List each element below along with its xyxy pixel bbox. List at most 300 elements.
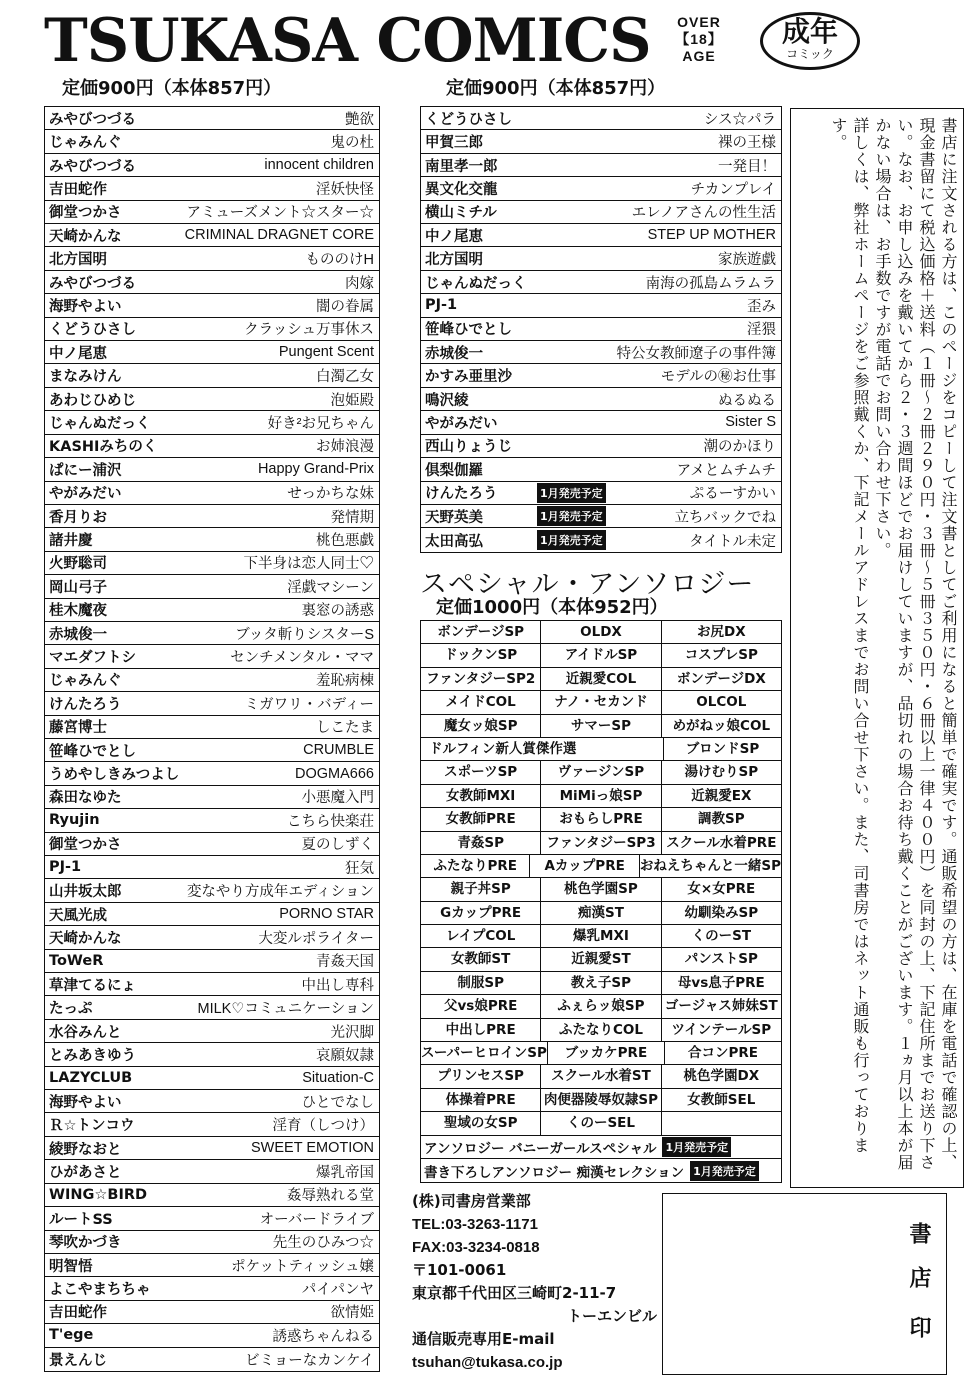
comic-label: コミック	[786, 47, 834, 61]
anthology-cell: ドルフィン新人賞傑作選	[421, 738, 664, 760]
book-title: 大変ルポライター	[258, 930, 374, 947]
book-author: 中ノ尾恵	[425, 228, 483, 245]
book-row	[421, 130, 781, 153]
anthology-cell: くのーST	[691, 928, 752, 945]
book-title: 好き²お兄ちゃん	[267, 415, 374, 432]
email-address[interactable]: tsuhan@tukasa.co.jp	[412, 1354, 563, 1371]
book-row	[421, 341, 781, 364]
book-row	[45, 1113, 379, 1136]
book-title: 狂気	[345, 860, 374, 877]
book-row	[421, 364, 781, 387]
anthology-cell: めがねッ娘COL	[672, 717, 771, 734]
anthology-extra-row	[421, 1159, 781, 1182]
book-author: 天風光成	[49, 907, 107, 924]
anthology-cell: ゴージャス姉妹ST	[664, 998, 778, 1015]
special-anthology-price: 定価1000円（本体952円）	[436, 597, 668, 618]
anthology-cell: ブロンドSP	[685, 740, 760, 757]
book-author: 西山りょうじ	[425, 439, 512, 456]
book-title: Happy Grand-Prix	[257, 461, 374, 478]
book-row	[421, 482, 781, 505]
magazine-title: TSUKASA COMICS	[44, 6, 651, 76]
anthology-row	[421, 785, 781, 808]
anthology-cell: 女教師MXI	[421, 785, 541, 807]
book-row	[421, 247, 781, 270]
anthology-row	[421, 761, 781, 784]
book-author: 吉田蛇作	[49, 1305, 107, 1322]
book-row	[45, 435, 379, 458]
book-author: 綾野なおと	[49, 1141, 122, 1158]
book-row	[45, 107, 379, 130]
book-title: 淫育（しつけ）	[272, 1118, 374, 1135]
age-label: AGE	[682, 48, 716, 64]
anthology-cell: 桃色学園SP	[541, 878, 661, 900]
book-title: チカンプレイ	[690, 181, 776, 198]
book-title: ミガワリ・バディー	[244, 696, 374, 713]
book-title: innocent children	[264, 157, 374, 174]
book-row	[45, 411, 379, 434]
book-row	[45, 903, 379, 926]
right-book-list	[420, 106, 782, 553]
anthology-row	[421, 691, 781, 714]
stamp-label-mid: 店	[906, 1266, 931, 1288]
book-author: 吉田蛇作	[49, 181, 107, 198]
book-author: やがみだい	[49, 486, 122, 503]
book-row	[421, 224, 781, 247]
book-title: ぷるーすかい	[689, 486, 776, 503]
anthology-cell: 痴漢ST	[541, 902, 661, 924]
book-author: うめやしきみつよし	[49, 767, 180, 784]
address: 東京都千代田区三崎町2-11-7	[412, 1284, 617, 1302]
stamp-label-bot: 印	[906, 1316, 931, 1338]
book-title: 家族遊戯	[718, 252, 776, 269]
book-author: 御堂つかさ	[49, 837, 122, 854]
company-name: (株)司書房営業部	[412, 1192, 531, 1210]
book-title: 哀願奴隷	[316, 1047, 374, 1064]
book-author: KASHIみちのく	[49, 439, 158, 456]
anthology-cell: ふたなりPRE	[421, 855, 530, 877]
book-author: 明智悟	[49, 1258, 93, 1275]
book-title: 闇の眷属	[316, 298, 374, 315]
book-title: お姉浪漫	[316, 439, 374, 456]
anthology-cell: アイドルSP	[541, 644, 661, 666]
anthology-cell: ファンタジーSP2	[421, 668, 541, 690]
anthology-cell: 近親愛ST	[541, 948, 661, 970]
book-author: 景えんじ	[49, 1352, 107, 1369]
anthology-row	[421, 855, 781, 878]
book-author: 甲賀三郎	[425, 135, 483, 152]
anthology-cell: プリンセスSP	[421, 1065, 541, 1087]
book-author: ルートSS	[49, 1211, 113, 1228]
book-row	[421, 201, 781, 224]
book-row	[45, 1254, 379, 1277]
anthology-cell: 調教SP	[698, 811, 745, 828]
over-label: OVER	[677, 14, 721, 30]
book-author: 笹峰ひでとし	[49, 743, 136, 760]
book-title: 爆乳帝国	[316, 1164, 374, 1181]
fax-number: FAX:03-3234-0818	[412, 1239, 540, 1256]
book-author: じゃみんぐ	[49, 673, 122, 690]
anthology-cell: OLCOL	[696, 694, 747, 711]
book-row	[45, 1207, 379, 1230]
anthology-cell: レイプCOL	[421, 925, 541, 947]
book-title: 発情期	[330, 509, 374, 526]
anthology-extra-title: 書き下ろしアンソロジー 痴漢セレクション	[424, 1164, 685, 1181]
anthology-cell	[662, 1112, 781, 1134]
book-title: 南海の孤島ムラムラ	[645, 275, 776, 292]
book-author: かすみ亜里沙	[425, 369, 512, 386]
book-row	[45, 809, 379, 832]
book-title: MILK♡コミュニケーション	[197, 1001, 374, 1018]
book-title: アミューズメント☆スター☆	[186, 205, 374, 222]
anthology-cell: 爆乳MXI	[541, 925, 661, 947]
book-author: 琴吹かづき	[49, 1235, 122, 1252]
anthology-cell: 親子丼SP	[421, 878, 541, 900]
anthology-cell: 女教師SEL	[687, 1091, 756, 1108]
book-row	[45, 926, 379, 949]
anthology-cell: ボンデージSP	[421, 621, 541, 643]
order-notice-main: 書店に注文される方は、このページをコピーして注文書としてご利用になると簡単で確実です。通販希望の方は、在庫を電話で確認の上、現金書留にて税込価格＋送料（１冊〜２冊２９０円・３冊〜５冊３５０円・６冊以上一律４００円）を同封の上、下記住所までお送り下さい。なお、お申し込みを戴いてから２・３週間ほどでお届けしていますが、品切れの場合お待ち戴くことがございます。１ヵ月以上本が届かない場合は、お手数ですが電話でお問い合わせ下さい。	[873, 117, 958, 1171]
book-title: 羞恥病棟	[316, 673, 374, 690]
book-title: 艶欲	[345, 111, 374, 128]
book-row	[421, 107, 781, 130]
special-anthology-grid	[420, 620, 782, 1183]
book-author: 桂木魔夜	[49, 603, 107, 620]
book-author: けんたろう	[49, 696, 122, 713]
anthology-cell: スクール水着PRE	[666, 834, 777, 851]
book-author: ToWeR	[49, 952, 104, 969]
book-author: LAZYCLUB	[49, 1069, 133, 1086]
book-author: 太田高弘	[425, 533, 483, 550]
book-row	[45, 716, 379, 739]
anthology-row	[421, 948, 781, 971]
anthology-cell: 桃色学園DX	[683, 1068, 760, 1085]
book-row	[45, 482, 379, 505]
anthology-cell: 中出しPRE	[421, 1019, 541, 1041]
anthology-row	[421, 738, 781, 761]
book-row	[45, 1043, 379, 1066]
book-author: マエダフトシ	[49, 650, 136, 667]
book-row	[45, 1137, 379, 1160]
book-row	[45, 575, 379, 598]
seinen-comic-badge	[760, 12, 860, 70]
order-notice	[790, 108, 964, 1188]
book-author: じゃんぬだっく	[425, 275, 527, 292]
anthology-cell: 幼馴染みSP	[684, 904, 759, 921]
book-row	[421, 435, 781, 458]
book-author: 海野やよい	[49, 298, 122, 315]
book-row	[45, 1160, 379, 1183]
book-title: センチメンタル・ママ	[230, 650, 374, 667]
anthology-cell: おもらしPRE	[541, 808, 661, 830]
anthology-cell: メイドCOL	[421, 691, 541, 713]
seinen-label: 成年	[781, 15, 838, 48]
book-author: 北方国明	[49, 252, 107, 269]
book-title: ぬるぬる	[718, 392, 776, 409]
book-row	[45, 833, 379, 856]
anthology-cell: ドックンSP	[421, 644, 541, 666]
book-author: 天野英美	[425, 509, 483, 526]
book-title: タイトル未定	[689, 533, 776, 550]
anthology-row	[421, 1065, 781, 1088]
bookstore-stamp-box	[662, 1193, 947, 1375]
book-author: よこやまちちゃ	[49, 1282, 151, 1299]
book-row	[45, 1020, 379, 1043]
book-author: 藤宮博士	[49, 720, 107, 737]
book-title: Situation-C	[302, 1069, 374, 1086]
book-title: 中出し専科	[301, 977, 374, 994]
book-author: まなみけん	[49, 369, 122, 386]
book-author: 天崎かんな	[49, 228, 122, 245]
book-row	[45, 1090, 379, 1113]
book-title: Pungent Scent	[278, 344, 374, 361]
book-title: ビミョーなカンケイ	[245, 1352, 374, 1369]
anthology-cell: 合コンPRE	[687, 1045, 758, 1062]
order-notice-details: 詳しくは、弊社ホームページをご参照戴くか、下記メールアドレスまでお問い合せ下さい。また、司書房ではネット通販も行っております。	[829, 117, 870, 1154]
book-row	[45, 622, 379, 645]
anthology-cell: ふたなりCOL	[541, 1019, 661, 1041]
book-author: 異文化交龍	[425, 181, 498, 198]
book-author: ぱにー浦沢	[49, 462, 122, 479]
anthology-cell: ふぇらッ娘SP	[541, 995, 661, 1017]
book-title: パイパンヤ	[301, 1282, 374, 1299]
book-title: 桃色悪戯	[316, 533, 374, 550]
book-author: たっぷ	[49, 1001, 93, 1018]
anthology-cell: OLDX	[541, 621, 661, 643]
book-title: オーバードライブ	[259, 1211, 374, 1228]
anthology-row	[421, 1089, 781, 1112]
book-row	[45, 201, 379, 224]
book-author: 海野やよい	[49, 1094, 122, 1111]
book-author: 御堂つかさ	[49, 205, 122, 222]
book-author: 草津てるにょ	[49, 977, 136, 994]
book-author: Ryujin	[49, 812, 100, 829]
anthology-cell: スーパーヒロインSP	[421, 1042, 548, 1064]
anthology-row	[421, 995, 781, 1018]
anthology-row	[421, 668, 781, 691]
book-row	[421, 411, 781, 434]
anthology-row	[421, 878, 781, 901]
book-row	[421, 528, 781, 551]
book-row	[45, 1231, 379, 1254]
book-title: 肉嫁	[345, 275, 374, 292]
anthology-cell: ナノ・セカンド	[541, 691, 661, 713]
anthology-cell: 魔女ッ娘SP	[421, 715, 541, 737]
book-title: 一発目！	[718, 158, 776, 175]
book-row	[45, 224, 379, 247]
book-title: 特公女教師遼子の事件簿	[616, 345, 776, 362]
book-title: こちら快楽荘	[287, 813, 374, 830]
book-author: あわじひめじ	[49, 392, 136, 409]
book-row	[45, 294, 379, 317]
book-row	[45, 879, 379, 902]
book-title: ポケットティッシュ嬢	[231, 1258, 374, 1275]
book-title: 歪み	[747, 298, 776, 315]
book-row	[45, 528, 379, 551]
book-author: じゃんぬだっく	[49, 415, 151, 432]
book-row	[421, 505, 781, 528]
book-author: 鳴沢綾	[425, 392, 469, 409]
book-title: 先生のひみつ☆	[272, 1235, 374, 1252]
contact-info	[412, 1190, 657, 1374]
book-title: 白濁乙女	[316, 369, 374, 386]
anthology-cell: 母vs息子PRE	[677, 974, 765, 991]
anthology-cell: コスプレSP	[684, 647, 758, 664]
book-author: みやびつづる	[49, 275, 136, 292]
book-author: T'ege	[49, 1327, 94, 1344]
book-title: 青姦天国	[316, 954, 374, 971]
anthology-cell: パンストSP	[684, 951, 758, 968]
book-row	[421, 154, 781, 177]
book-row	[45, 458, 379, 481]
book-row	[45, 130, 379, 153]
book-author: Ｒ☆トンコウ	[49, 1118, 135, 1135]
book-author: 水谷みんと	[49, 1024, 122, 1041]
book-row	[45, 341, 379, 364]
release-badge: 1月発売予定	[537, 483, 606, 503]
book-title: エレノアさんの性生活	[631, 205, 776, 222]
book-title: PORNO STAR	[279, 906, 374, 923]
anthology-cell: 近親愛EX	[691, 787, 752, 804]
release-badge: 1月発売予定	[690, 1161, 759, 1181]
book-author: 赤城俊一	[425, 345, 483, 362]
book-row	[45, 762, 379, 785]
book-row	[45, 786, 379, 809]
book-row	[45, 177, 379, 200]
book-author: 倶梨伽羅	[425, 462, 483, 479]
anthology-cell: ファンタジーSP3	[541, 832, 661, 854]
anthology-cell: ブッカケPRE	[548, 1042, 665, 1064]
postal-code: 〒101-0061	[412, 1261, 507, 1279]
book-title: しこたま	[316, 720, 374, 737]
book-author: けんたろう	[425, 486, 498, 503]
book-author: 火野聡司	[49, 556, 107, 573]
anthology-cell: スクール水着ST	[541, 1065, 661, 1087]
book-title: STEP UP MOTHER	[647, 227, 776, 244]
book-author: 山井坂太郎	[49, 884, 122, 901]
book-title: 裏窓の誘惑	[301, 603, 374, 620]
anthology-row	[421, 715, 781, 738]
anthology-cell: 女教師PRE	[421, 808, 541, 830]
anthology-cell: スポーツSP	[421, 761, 541, 783]
book-row	[45, 388, 379, 411]
book-row	[45, 318, 379, 341]
book-row	[45, 692, 379, 715]
anthology-cell: 女教師ST	[421, 948, 541, 970]
book-title: 淫猥	[747, 322, 776, 339]
book-title: 欲情姫	[330, 1305, 374, 1322]
book-title: 誘惑ちゃんねる	[272, 1328, 374, 1345]
book-title: Sister S	[725, 414, 776, 431]
book-row	[45, 364, 379, 387]
anthology-cell: ヴァージンSP	[541, 761, 661, 783]
price-right: 定価900円（本体857円）	[446, 78, 666, 99]
book-title: 光沢脚	[330, 1024, 374, 1041]
anthology-cell: 近親愛COL	[541, 668, 661, 690]
book-row	[45, 1277, 379, 1300]
book-author: 香月りお	[49, 509, 107, 526]
book-author: 南里孝一郎	[425, 158, 498, 175]
stamp-label-top: 書	[906, 1222, 931, 1244]
anthology-cell: ボンデージDX	[676, 670, 766, 687]
book-author: 岡山弓子	[49, 579, 107, 596]
release-badge: 1月発売予定	[537, 506, 606, 526]
anthology-cell: サマーSP	[541, 715, 661, 737]
book-title: 立ちバックでね	[674, 509, 776, 526]
anthology-cell: GカップPRE	[421, 902, 541, 924]
book-author: 横山ミチル	[425, 205, 497, 222]
book-author: 天崎かんな	[49, 930, 122, 947]
anthology-row	[421, 832, 781, 855]
book-title: 淫妖快怪	[316, 181, 374, 198]
book-title: 変なやり方成年エディション	[186, 884, 374, 901]
anthology-cell: くのーSEL	[541, 1112, 661, 1134]
book-title: モデルの㊙お仕事	[660, 369, 776, 386]
book-row	[45, 996, 379, 1019]
book-row	[45, 505, 379, 528]
book-row	[45, 1067, 379, 1090]
book-title: 夏のしずく	[301, 837, 374, 854]
book-row	[45, 739, 379, 762]
book-row	[421, 458, 781, 481]
anthology-row	[421, 972, 781, 995]
anthology-cell: 聖域の女SP	[421, 1112, 541, 1134]
book-row	[45, 669, 379, 692]
book-author: みやびつづる	[49, 111, 136, 128]
anthology-row	[421, 902, 781, 925]
book-row	[45, 552, 379, 575]
book-author: やがみだい	[425, 415, 498, 432]
book-author: 中ノ尾恵	[49, 345, 107, 362]
anthology-cell: 肉便器陵辱奴隷SP	[541, 1089, 661, 1111]
anthology-cell: 青姦SP	[421, 832, 541, 854]
book-row	[421, 318, 781, 341]
anthology-row	[421, 621, 781, 644]
book-title: クラッシュ万事休ス	[244, 322, 374, 339]
anthology-extra-row	[421, 1136, 781, 1159]
book-author: 北方国明	[425, 252, 483, 269]
book-title: CRIMINAL DRAGNET CORE	[184, 227, 374, 244]
building-name: トーエンビル	[566, 1307, 657, 1325]
price-left: 定価900円（本体857円）	[62, 78, 282, 99]
book-row	[45, 271, 379, 294]
anthology-cell: お尻DX	[697, 624, 746, 640]
book-title: シス☆パラ	[703, 111, 776, 128]
book-title: 潮のかほり	[703, 439, 776, 456]
book-author: くどうひさし	[49, 322, 136, 339]
anthology-cell: 父vs娘PRE	[421, 995, 541, 1017]
book-author: PJ-1	[49, 859, 82, 876]
book-title: 裸の王様	[718, 135, 776, 152]
book-author: ひがあさと	[49, 1164, 122, 1181]
book-title: アメとムチムチ	[676, 462, 776, 479]
book-row	[45, 973, 379, 996]
mail-label: 通信販売専用E-mail	[412, 1330, 555, 1348]
anthology-cell: 湯けむりSP	[684, 764, 759, 781]
book-row	[45, 950, 379, 973]
anthology-cell: AカップPRE	[530, 855, 639, 877]
book-title: 小悪魔入門	[301, 790, 374, 807]
book-author: 赤城俊一	[49, 626, 107, 643]
anthology-extra-title: アンソロジー バニーガールスペシャル	[424, 1140, 657, 1157]
book-title: CRUMBLE	[303, 742, 374, 759]
anthology-cell: 女×女PRE	[687, 881, 756, 898]
book-author: くどうひさし	[425, 111, 512, 128]
book-row	[45, 599, 379, 622]
book-row	[45, 1324, 379, 1347]
book-row	[45, 645, 379, 668]
phone-number: TEL:03-3263-1171	[412, 1216, 538, 1233]
book-author: WING☆BIRD	[49, 1186, 148, 1203]
